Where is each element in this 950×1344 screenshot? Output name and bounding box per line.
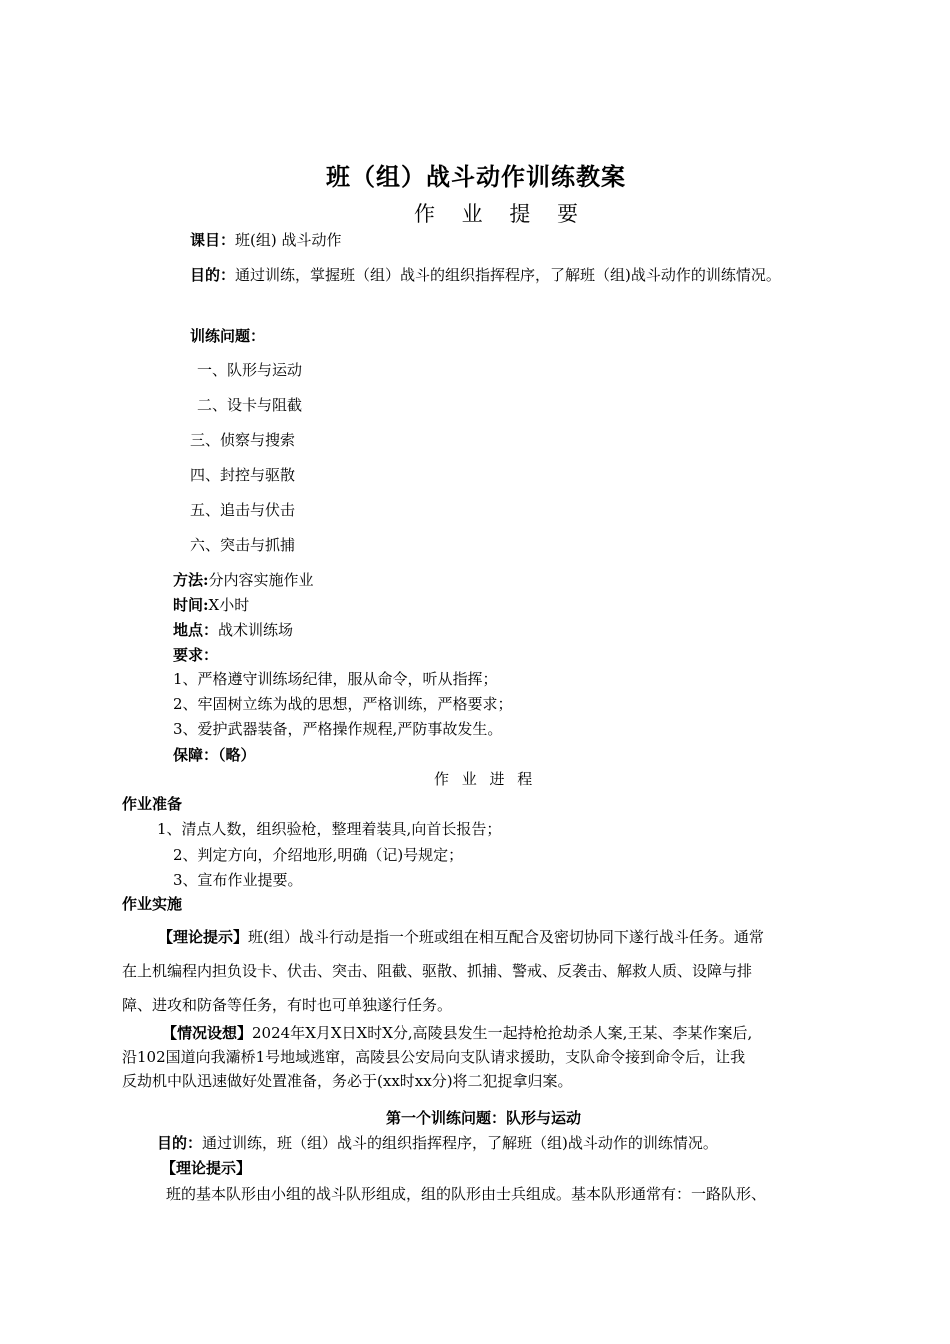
q1-purpose-value: 通过训练，班（组）战斗的组织指挥程序，了解班（组)战斗动作的训练情况。	[202, 1134, 718, 1152]
document-title: 班（组）战斗动作训练教案	[326, 162, 626, 191]
requirements-label: 要求：	[173, 646, 219, 664]
training-item: 四、封控与驱散	[190, 466, 296, 484]
purpose-label: 目的：	[190, 266, 236, 284]
q1-theory-text: 班的基本队形由小组的战斗队形组成，组的队形由士兵组成。基本队形通常有：一路队形、	[166, 1185, 767, 1203]
theory-line: 班(组）战斗行动是指一个班或组在相互配合及密切协同下遂行战斗任务。通常	[248, 928, 764, 946]
scenario-line: 2024年X月X日X时X分,高陵县发生一起持枪抢劫杀人案,王某、李某作案后,	[252, 1024, 753, 1042]
method-value: 分内容实施作业	[208, 571, 314, 589]
prep-item: 2、判定方向，介绍地形,明确（记)号规定；	[173, 846, 464, 864]
training-label: 训练问题：	[190, 327, 266, 345]
time-value: X小时	[208, 596, 250, 614]
scenario-line: 反劫机中队迅速做好处置准备，务必于(xx时xx分)将二犯捉拿归案。	[122, 1072, 573, 1090]
training-item: 三、侦察与搜索	[190, 431, 296, 449]
purpose-value: 通过训练，掌握班（组）战斗的组织指挥程序，了解班（组)战斗动作的训练情况。	[235, 266, 781, 284]
place-label: 地点：	[173, 621, 219, 639]
scenario-label: 【情况设想】	[162, 1024, 253, 1042]
prep-heading: 作业准备	[122, 795, 183, 813]
method-line	[173, 569, 314, 590]
prep-item: 3、宣布作业提要。	[173, 871, 303, 889]
guarantee-line: 保障：（略）	[173, 746, 256, 764]
requirement-item: 2、牢固树立练为战的思想，严格训练，严格要求；	[173, 695, 513, 713]
q1-purpose-label: 目的：	[157, 1134, 203, 1152]
training-item: 六、突击与抓捕	[190, 536, 296, 554]
theory-line: 在上机编程内担负设卡、伏击、突击、阻截、驱散、抓捕、警戒、反袭击、解救人质、设障与排	[122, 962, 753, 980]
section-title-summary: 作 业 提 要	[414, 202, 589, 226]
course-line	[190, 229, 342, 250]
process-title: 作 业 进 程	[434, 770, 537, 788]
course-label: 课目：	[190, 231, 236, 249]
prep-item: 1、清点人数，组织验枪，整理着装具,向首长报告；	[157, 820, 502, 838]
training-item: 五、追击与伏击	[190, 501, 296, 519]
q1-purpose-line	[157, 1132, 718, 1153]
q1-theory-label: 【理论提示】	[161, 1159, 252, 1177]
scenario-line: 沿102国道向我灞桥1号地域逃窜，高陵县公安局向支队请求援助，支队命令接到命令后，让我	[122, 1048, 746, 1066]
scenario-paragraph	[122, 1021, 842, 1093]
time-line	[173, 594, 249, 615]
theory-paragraph	[122, 920, 842, 1022]
theory-line: 障、进攻和防备等任务，有时也可单独遂行任务。	[122, 996, 453, 1014]
impl-heading: 作业实施	[122, 895, 183, 913]
place-line	[173, 619, 293, 640]
requirement-item: 1、严格遵守训练场纪律，服从命令，听从指挥；	[173, 670, 498, 688]
requirement-item: 3、爱护武器装备，严格操作规程,严防事故发生。	[173, 720, 503, 738]
theory-label: 【理论提示】	[158, 928, 249, 946]
place-value: 战术训练场	[218, 621, 294, 639]
training-item: 二、设卡与阻截	[197, 396, 303, 414]
course-value: 班(组) 战斗动作	[235, 231, 342, 249]
time-label: 时间:	[173, 596, 209, 614]
method-label: 方法:	[173, 571, 209, 589]
training-item: 一、队形与运动	[197, 361, 303, 379]
purpose-line	[190, 264, 781, 285]
question-one-title: 第一个训练问题：队形与运动	[386, 1109, 582, 1127]
